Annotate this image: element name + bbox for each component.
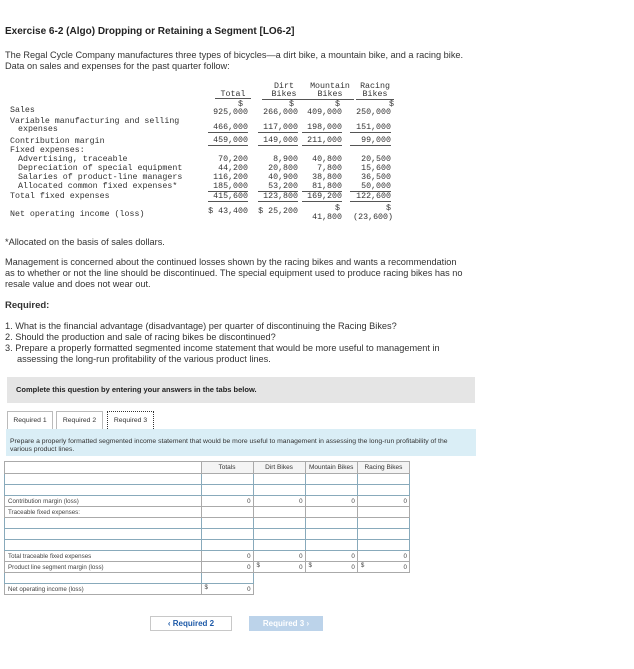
table-row xyxy=(5,496,410,507)
cm-mountain: 0 xyxy=(305,496,357,507)
variable-race: 151,000 xyxy=(350,123,391,133)
alloc-total: 185,000 xyxy=(208,182,248,192)
dollar-sign: $ xyxy=(386,204,391,213)
cell-input[interactable] xyxy=(201,474,253,485)
cell-input[interactable] xyxy=(357,529,409,540)
row-label-dep: Depreciation of special equipment xyxy=(18,164,183,173)
plsm-dirt xyxy=(253,562,305,573)
row-label-sales: Sales xyxy=(10,106,35,115)
dollar-sign: $ xyxy=(308,562,312,569)
table-row xyxy=(5,474,410,485)
exercise-title: Exercise 6-2 (Algo) Dropping or Retaining a Segment [LO6-2] xyxy=(5,26,295,37)
row-label-input[interactable] xyxy=(5,518,202,529)
tab-required-3[interactable]: Required 3 xyxy=(107,411,154,431)
grid-header-mountain: Mountain Bikes xyxy=(305,462,357,474)
next-button[interactable]: Required 3 › xyxy=(249,616,323,631)
sal-mtn: 38,800 xyxy=(312,173,342,182)
cell-input[interactable] xyxy=(305,529,357,540)
ttfe-racing: 0 xyxy=(357,551,409,562)
row-label-tfe: Total fixed expenses xyxy=(10,192,110,201)
plsm-mountain xyxy=(305,562,357,573)
header-dirt-1: Dirt xyxy=(274,82,294,91)
adv-dirt: 8,900 xyxy=(273,155,298,164)
cell-input[interactable] xyxy=(305,540,357,551)
dollar-sign: $ xyxy=(289,100,294,109)
cm-dirt: 149,000 xyxy=(258,136,298,146)
header-mtn-1: Mountain xyxy=(310,82,350,91)
noi-totals-value: 0 xyxy=(247,585,251,593)
cm-racing: 0 xyxy=(357,496,409,507)
empty-cell xyxy=(201,507,253,518)
plsm-mountain-value: 0 xyxy=(351,563,355,571)
dep-race: 15,600 xyxy=(361,164,391,173)
cell-input[interactable] xyxy=(253,474,305,485)
required-item-2: 2. Should the production and sale of racing bikes be discontinued? xyxy=(5,332,276,342)
table-row xyxy=(5,529,410,540)
adv-mtn: 40,800 xyxy=(312,155,342,164)
table-row xyxy=(5,551,410,562)
footnote: *Allocated on the basis of sales dollars. xyxy=(5,237,165,247)
prev-button[interactable]: ‹ Required 2 xyxy=(150,616,232,631)
noi-race: (23,600) xyxy=(353,213,393,222)
ttfe-mountain: 0 xyxy=(305,551,357,562)
dollar-sign: $ xyxy=(238,100,243,109)
plsm-row-label: Product line segment margin (loss) xyxy=(5,562,202,573)
sales-race: 250,000 xyxy=(356,108,391,117)
empty-cell xyxy=(253,573,305,584)
noi-total: $ 43,400 xyxy=(208,207,248,216)
tfe-dirt: 123,800 xyxy=(258,192,298,202)
variable-dirt: 117,000 xyxy=(258,123,298,133)
tfe-race: 122,600 xyxy=(350,192,391,202)
dep-mtn: 7,800 xyxy=(317,164,342,173)
tfe-mtn: 169,200 xyxy=(302,192,342,202)
row-label-alloc: Allocated common fixed expenses* xyxy=(18,182,178,191)
row-label-input[interactable] xyxy=(5,540,202,551)
row-label-variable: Variable manufacturing and selling xyxy=(10,117,180,126)
tab-required-1[interactable]: Required 1 xyxy=(7,411,53,431)
cell-input[interactable] xyxy=(201,573,253,584)
row-label-variable-cont: expenses xyxy=(18,125,58,134)
header-race-1: Racing xyxy=(360,82,390,91)
empty-cell xyxy=(305,573,357,584)
alloc-dirt: 53,200 xyxy=(258,182,298,192)
sal-total: 116,200 xyxy=(213,173,248,182)
alloc-race: 50,000 xyxy=(350,182,391,192)
row-label-adv: Advertising, traceable xyxy=(18,155,128,164)
noi-row-label: Net operating income (loss) xyxy=(5,584,202,595)
table-row xyxy=(5,518,410,529)
cm-race: 99,000 xyxy=(350,136,391,146)
row-label-sal: Salaries of product-line managers xyxy=(18,173,183,182)
cell-input[interactable] xyxy=(253,529,305,540)
required-item-3: 3. Prepare a properly formatted segmented income statement that would be more useful to management in assessing the long-run profitability of the various product lines. xyxy=(5,343,440,364)
dollar-sign: $ xyxy=(256,562,260,569)
empty-cell xyxy=(305,584,357,595)
noi-dirt: $ 25,200 xyxy=(258,207,298,216)
noi-mtn: 41,800 xyxy=(312,213,342,222)
header-mtn-2: Bikes xyxy=(306,90,354,100)
cell-input[interactable] xyxy=(357,474,409,485)
panel-text: Prepare a properly formatted segmented income statement that would be more useful to management in assessing the long-run profitability of the various product lines. xyxy=(10,438,448,453)
cell-input[interactable] xyxy=(357,518,409,529)
header-total: Total xyxy=(220,90,246,99)
instruction-panel xyxy=(6,429,476,456)
dep-total: 44,200 xyxy=(218,164,248,173)
empty-cell xyxy=(253,507,305,518)
cell-input[interactable] xyxy=(253,518,305,529)
cell-input[interactable] xyxy=(357,540,409,551)
ttfe-totals: 0 xyxy=(201,551,253,562)
plsm-dirt-value: 0 xyxy=(299,563,303,571)
variable-total: 466,000 xyxy=(208,123,248,133)
dollar-sign: $ xyxy=(335,204,340,213)
grid-header-racing: Racing Bikes xyxy=(357,462,409,474)
empty-cell xyxy=(305,507,357,518)
adv-total: 70,200 xyxy=(218,155,248,164)
required-item-1: 1. What is the financial advantage (disadvantage) per quarter of discontinuing the Racing Bikes? xyxy=(5,321,397,331)
dollar-sign: $ xyxy=(389,100,394,109)
dollar-sign: $ xyxy=(335,100,340,109)
sales-total: 925,000 xyxy=(213,108,248,117)
cell-input[interactable] xyxy=(201,529,253,540)
table-row xyxy=(5,562,410,573)
segmented-income-statement xyxy=(4,461,410,595)
table-row xyxy=(5,507,410,518)
row-label-input[interactable] xyxy=(5,529,202,540)
ttfe-dirt: 0 xyxy=(253,551,305,562)
row-label-cm: Contribution margin xyxy=(10,137,105,146)
row-label-input[interactable] xyxy=(5,485,202,496)
dollar-sign: $ xyxy=(360,562,365,569)
row-label-input[interactable] xyxy=(5,573,202,584)
cell-input[interactable] xyxy=(253,540,305,551)
cm-row-label: Contribution margin (loss) xyxy=(5,496,202,507)
cell-input[interactable] xyxy=(201,485,253,496)
plsm-racing-value: 0 xyxy=(403,563,407,571)
variable-mtn: 198,000 xyxy=(302,123,342,133)
row-label-input[interactable] xyxy=(5,474,202,485)
row-label-noi: Net operating income (loss) xyxy=(10,210,145,219)
sales-dirt: 266,000 xyxy=(263,108,298,117)
table-row xyxy=(5,573,410,584)
tfe-row-label: Traceable fixed expenses: xyxy=(5,507,202,518)
cell-input[interactable] xyxy=(357,485,409,496)
cell-input[interactable] xyxy=(253,485,305,496)
plsm-totals: 0 xyxy=(201,562,253,573)
empty-cell xyxy=(357,584,409,595)
empty-cell xyxy=(357,507,409,518)
instruction-banner xyxy=(7,377,475,403)
sales-mtn: 409,000 xyxy=(307,108,342,117)
cm-totals: 0 xyxy=(201,496,253,507)
grid-header-blank xyxy=(5,462,202,474)
cm-mtn: 211,000 xyxy=(302,136,342,146)
grid-header-row xyxy=(5,462,410,474)
noi-totals xyxy=(201,584,253,595)
header-total-underline xyxy=(215,89,251,99)
sal-dirt: 40,900 xyxy=(268,173,298,182)
dollar-sign: $ xyxy=(204,584,208,591)
plsm-racing xyxy=(357,562,409,573)
grid-header-dirt: Dirt Bikes xyxy=(253,462,305,474)
cell-input[interactable] xyxy=(201,540,253,551)
table-row xyxy=(5,540,410,551)
ttfe-row-label: Total traceable fixed expenses xyxy=(5,551,202,562)
cell-input[interactable] xyxy=(305,518,357,529)
management-text: Management is concerned about the continued losses shown by the racing bikes and wants a recommendation as to whether or not the line should be discontinued. The special equipment used to produce racing bikes has no resale value and does not wear out. xyxy=(5,257,463,289)
cell-input[interactable] xyxy=(201,518,253,529)
sal-race: 36,500 xyxy=(361,173,391,182)
intro-text: The Regal Cycle Company manufactures three types of bicycles—a dirt bike, a mountain bike, and a racing bike. Data on sales and expenses for the past quarter follow: xyxy=(5,50,464,71)
required-heading: Required: xyxy=(5,300,50,311)
tfe-total: 415,600 xyxy=(208,192,248,202)
empty-cell xyxy=(253,584,305,595)
header-race-2: Bikes xyxy=(356,90,394,100)
empty-cell xyxy=(357,573,409,584)
sales-expense-table xyxy=(10,80,395,225)
cm-dirt: 0 xyxy=(253,496,305,507)
table-row xyxy=(5,584,410,595)
required-list xyxy=(5,321,475,365)
dep-dirt: 20,800 xyxy=(268,164,298,173)
grid-header-totals: Totals xyxy=(201,462,253,474)
banner-text: Complete this question by entering your answers in the tabs below. xyxy=(16,385,257,394)
cm-total: 459,000 xyxy=(208,136,248,146)
adv-race: 20,500 xyxy=(361,155,391,164)
tab-required-2[interactable]: Required 2 xyxy=(56,411,103,431)
cell-input[interactable] xyxy=(305,485,357,496)
alloc-mtn: 81,800 xyxy=(302,182,342,192)
cell-input[interactable] xyxy=(305,474,357,485)
row-label-fixed: Fixed expenses: xyxy=(10,146,85,155)
header-dirt-2: Bikes xyxy=(262,90,306,100)
table-row xyxy=(5,485,410,496)
